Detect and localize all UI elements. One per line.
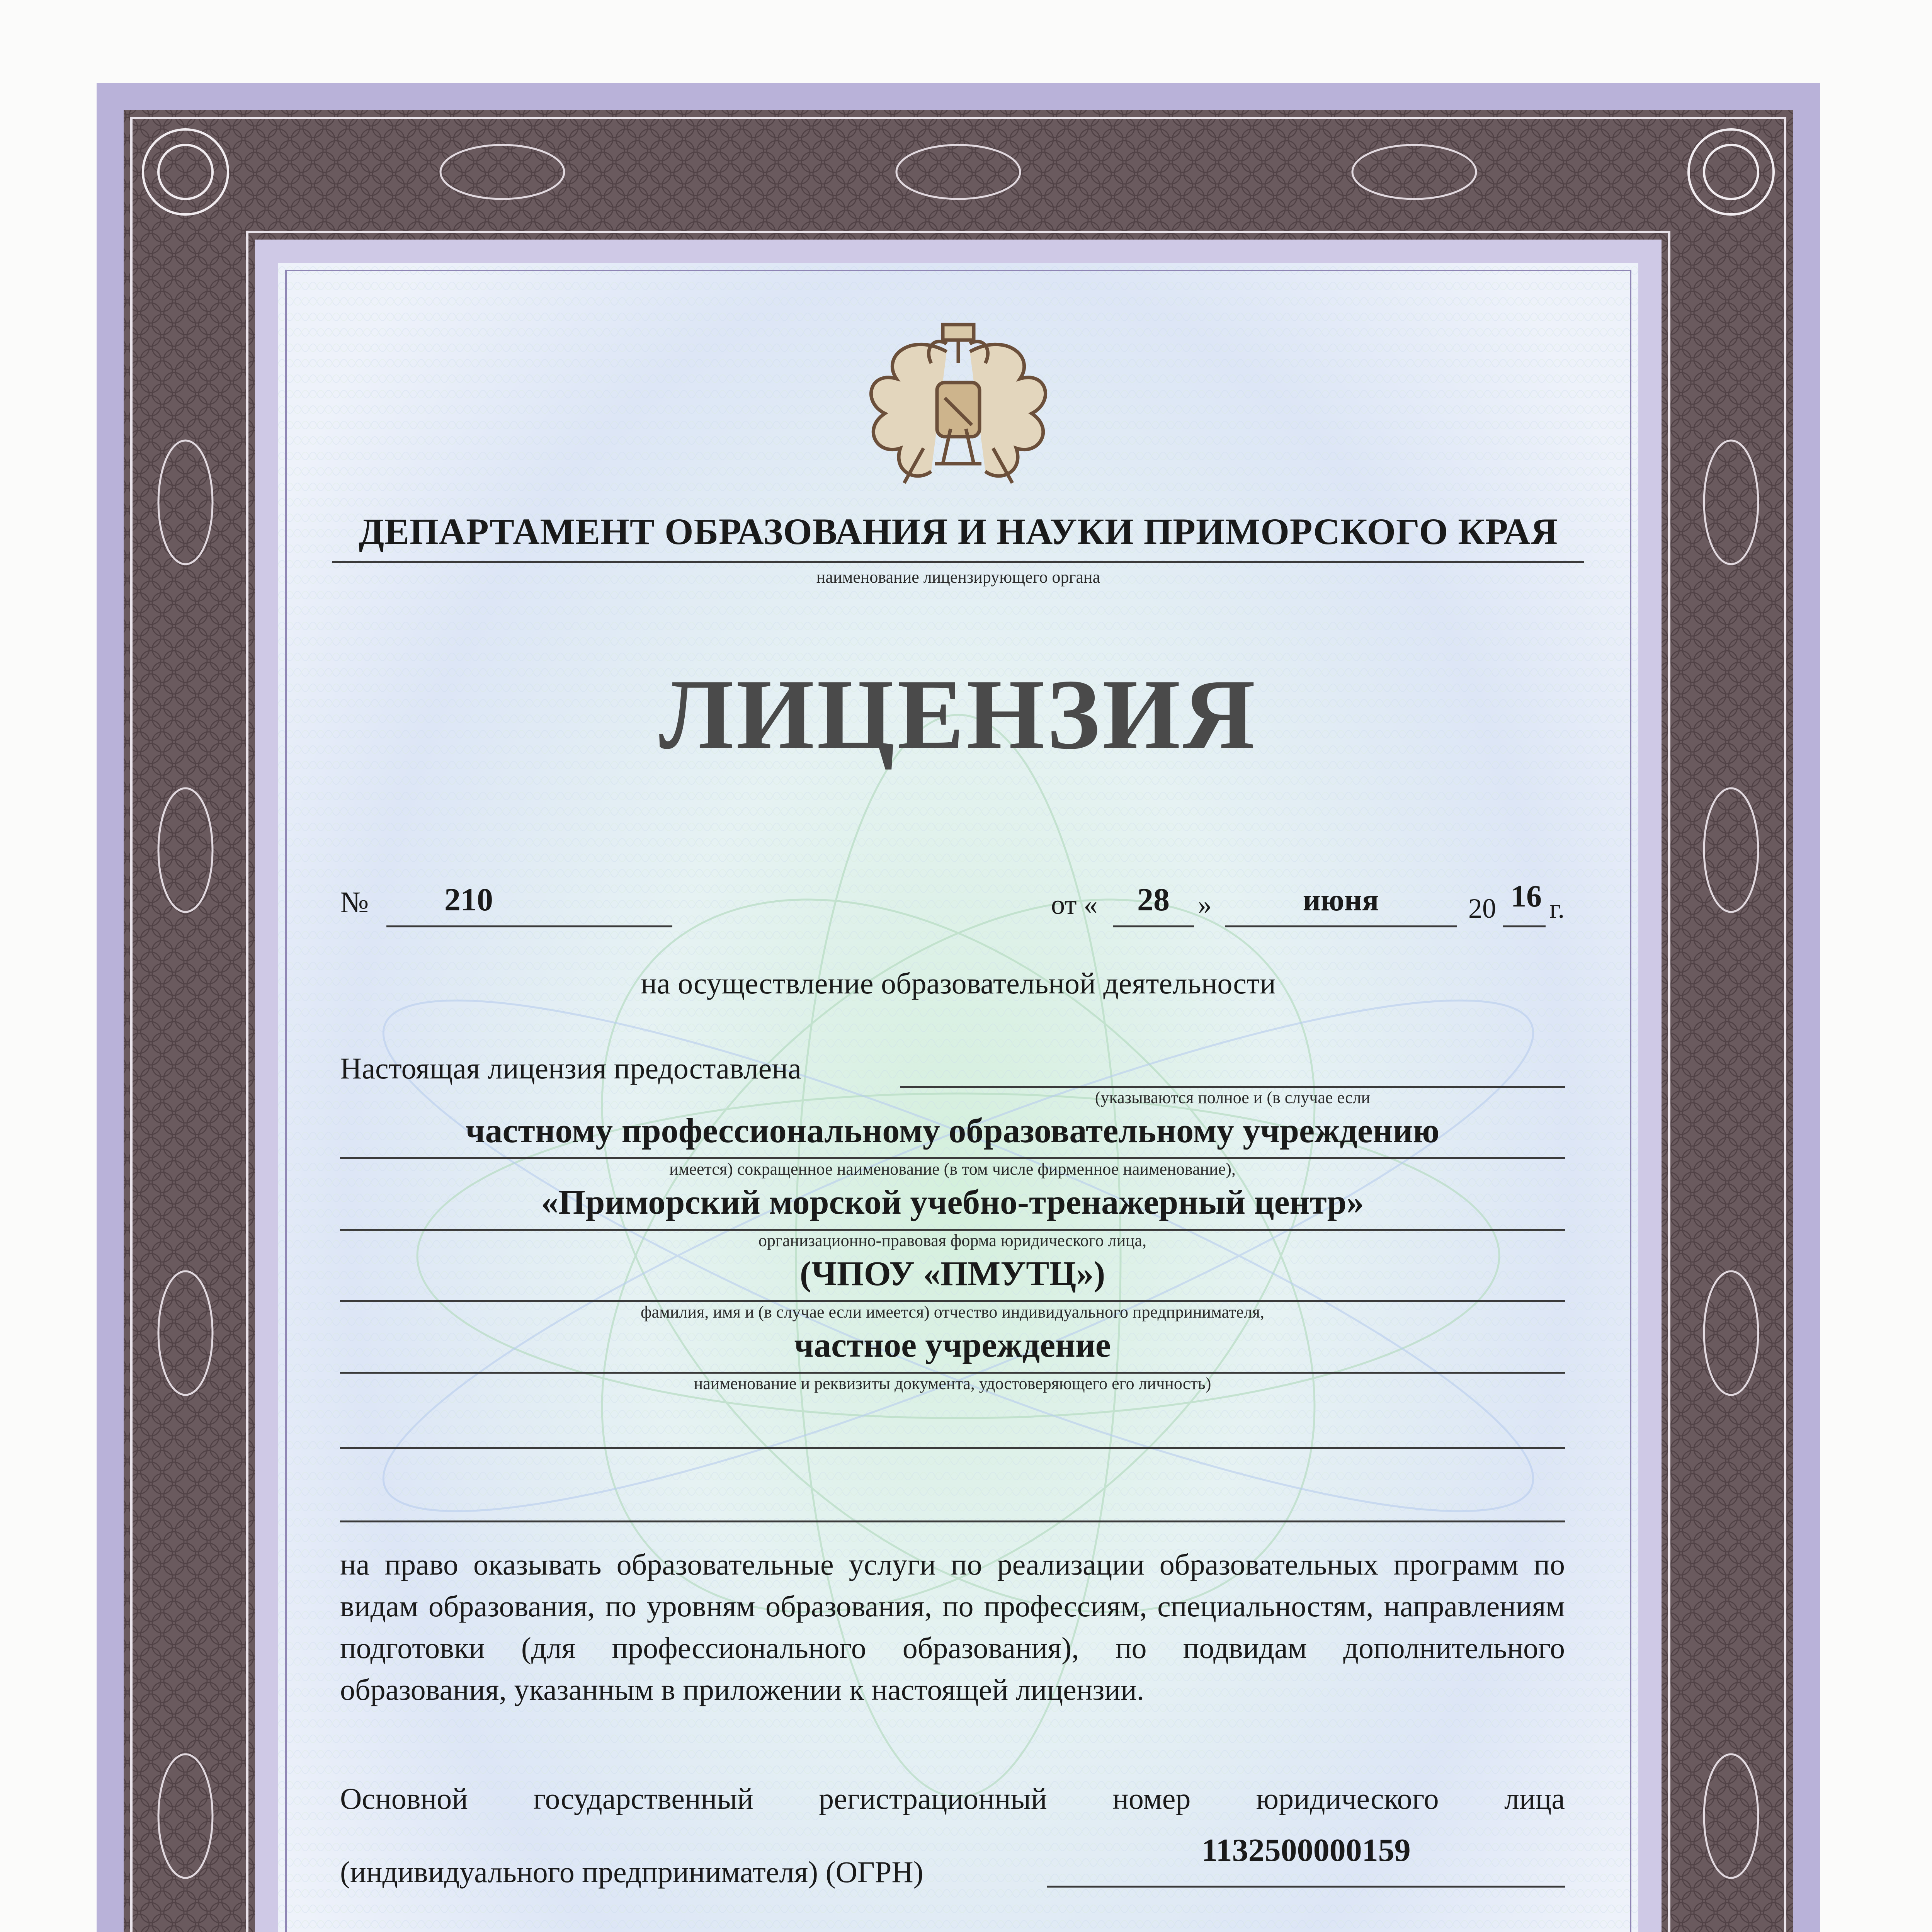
license-number: 210 bbox=[444, 882, 493, 918]
license-day: 28 bbox=[1137, 882, 1170, 918]
license-purpose: на осуществление образовательной деятельности bbox=[641, 966, 1276, 1000]
ogrn-label-1: Основной государственный регистрационный номер юридического лица bbox=[340, 1782, 1565, 1815]
grantee-line-1: частному профессиональному образовательному учреждению bbox=[465, 1112, 1440, 1150]
rights-paragraph: на право оказывать образовательные услуги по реализации образовательных программ по видам образования, по уровням образования, по профессиям, специальностям, направлениям подготовки (для профессионального образования), по подвидам дополнительного образования, указанным в приложении к настоящей лицензии. bbox=[340, 1548, 1565, 1706]
grantee-caption-3: организационно-правовая форма юридического лица, bbox=[758, 1231, 1147, 1250]
grantee-caption-1: (указываются полное и (в случае если bbox=[1095, 1088, 1371, 1107]
license-year: 16 bbox=[1511, 879, 1542, 913]
ogrn-label-2: (индивидуального предпринимателя) (ОГРН) bbox=[340, 1855, 923, 1889]
date-day-close: » bbox=[1198, 889, 1212, 920]
license-month-line bbox=[1225, 925, 1457, 927]
authority-underline bbox=[332, 561, 1584, 563]
ogrn-value: 1132500000159 bbox=[1201, 1832, 1411, 1868]
license-year-line bbox=[1503, 925, 1546, 927]
grantee-intro: Настоящая лицензия предоставлена bbox=[340, 1051, 801, 1085]
grantee-caption-5: наименование и реквизиты документа, удостоверяющего его личность) bbox=[694, 1374, 1211, 1393]
license-number-line bbox=[386, 925, 672, 927]
authority-caption: наименование лицензирующего органа bbox=[816, 568, 1100, 587]
date-prefix: от « bbox=[1051, 889, 1098, 920]
grantee-line-3: (ЧПОУ «ПМУТЦ») bbox=[799, 1255, 1105, 1293]
license-number-label: № bbox=[340, 885, 369, 919]
grantee-line-4: частное учреждение bbox=[794, 1326, 1111, 1364]
blank-line-2 bbox=[340, 1520, 1565, 1522]
grantee-line-2: «Приморский морской учебно-тренажерный центр» bbox=[541, 1183, 1364, 1221]
page-title: ЛИЦЕНЗИЯ bbox=[659, 659, 1258, 770]
licensing-authority: ДЕПАРТАМЕНТ ОБРАЗОВАНИЯ И НАУКИ ПРИМОРСКОГО КРАЯ bbox=[359, 511, 1558, 552]
ogrn-line bbox=[1047, 1886, 1565, 1888]
license-day-line bbox=[1113, 925, 1194, 927]
year-prefix: 20 bbox=[1468, 893, 1496, 924]
license-month: июня bbox=[1303, 883, 1379, 917]
year-unit: г. bbox=[1549, 893, 1565, 924]
blank-line-1 bbox=[340, 1447, 1565, 1449]
grantee-caption-2: имеется) сокращенное наименование (в том числе фирменное наименование), bbox=[669, 1160, 1236, 1179]
grantee-caption-4: фамилия, имя и (в случае если имеется) отчество индивидуального предпринимателя, bbox=[641, 1303, 1264, 1321]
